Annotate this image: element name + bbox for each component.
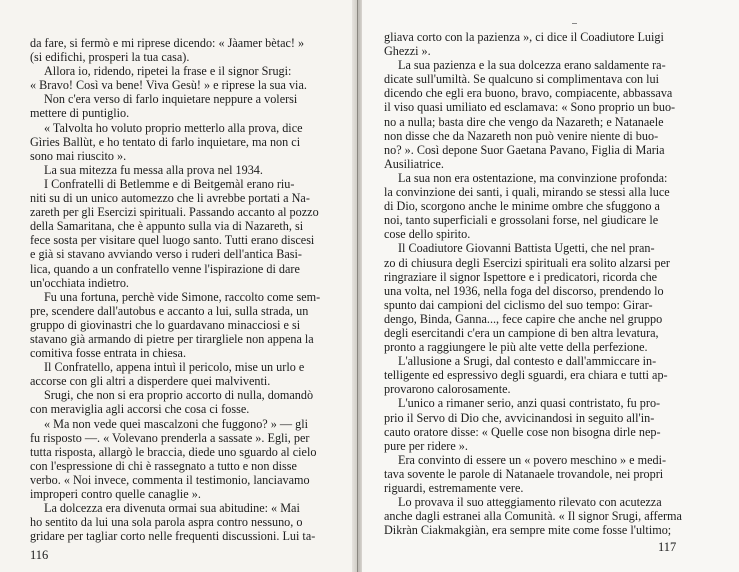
text-line: verbo. « Noi invece, commenta il testimonio, lanciavamo bbox=[30, 472, 310, 487]
text-line: Lo provava il suo atteggiamento rilevato con acutezza bbox=[398, 495, 662, 510]
text-line: I Confratelli di Betlemme e di Beitgemàl erano riu- bbox=[44, 176, 295, 191]
left-page bbox=[0, 0, 356, 572]
text-line: L'allusione a Srugi, dal contesto e dall'ammiccare in- bbox=[398, 354, 657, 369]
print-mark bbox=[572, 23, 577, 24]
text-line: Il Confratello, appena intuì il pericolo, mise un urlo e bbox=[44, 360, 305, 375]
text-line: ho sentito da lui una sola parola aspra contro nessuno, o bbox=[30, 515, 303, 530]
text-line: La sua non era ostentazione, ma convinzione profonda: bbox=[398, 170, 668, 185]
left-page-text bbox=[30, 36, 330, 543]
text-line: no a nulla; basta dire che vengo da Nazareth; e Natanaele bbox=[384, 114, 664, 129]
text-line: lica, quando a un confratello venne l'ispirazione di dare bbox=[30, 261, 300, 276]
text-line: accorse con gli altri a disperdere quei malviventi. bbox=[30, 374, 271, 389]
text-line: Allora io, ridendo, ripetei la frase e il signor Srugi: bbox=[44, 64, 292, 79]
text-line: una volta, nel 1936, nella foga del discorso, prendendo lo bbox=[384, 283, 664, 298]
text-line: riguardi, estremamente vere. bbox=[384, 481, 524, 495]
text-line: tava sovente le parole di Natanaele trovandole, nei propri bbox=[384, 466, 664, 481]
left-page-number: 116 bbox=[30, 548, 49, 562]
text-line: della Samaritana, che è appunto sulla via di Nazareth, si bbox=[30, 219, 304, 234]
text-line: « Bravo! Così va bene! Viva Gesù! » e riprese la sua via. bbox=[30, 78, 307, 93]
text-line: fece sosta per visitare quel luogo santo. Tutti erano discesi bbox=[30, 233, 315, 248]
text-line: Srugi, che non si era proprio accorto di nulla, domandò bbox=[44, 388, 314, 403]
text-line: provarono calorosamente. bbox=[384, 382, 511, 397]
text-line: pre, scendere dall'autobus e accanto a lui, sulla strada, un bbox=[30, 303, 309, 318]
text-line: Fu una fortuna, perchè vide Simone, raccolto come sem- bbox=[44, 289, 321, 304]
right-page-text bbox=[384, 30, 706, 537]
text-line: di Dio, scorgono anche le minime ombre che sfuggono a bbox=[384, 199, 660, 214]
text-line: dicate sull'umiltà. Se qualcuno si complimentava con lui bbox=[384, 72, 659, 87]
text-line: anche dagli estranei alla Comunità. « Il signor Srugi, afferma bbox=[384, 509, 682, 524]
text-line: pure per ridere ». bbox=[384, 438, 468, 453]
text-line: e già si stavano avviando verso i ruderi dell'antica Basi- bbox=[30, 247, 302, 262]
text-line: pronto a raggiungere le più alte vette della perfezione. bbox=[384, 340, 648, 355]
text-line: (si edifichi, prosperi la tua casa). bbox=[30, 50, 190, 65]
text-line: Il Coadiutore Giovanni Battista Ugetti, che nel pran- bbox=[398, 241, 655, 256]
text-line: Dikràn Ciakmakgiàn, era sempre mite come fosse l'ultimo; bbox=[384, 523, 672, 538]
right-page bbox=[362, 0, 739, 572]
text-line: comitiva fosse entrata in chiesa. bbox=[30, 346, 187, 361]
text-line: tutta risposta, allargò le braccia, diede uno sguardo al cielo bbox=[30, 444, 317, 459]
text-line: « Talvolta ho voluto proprio metterlo alla prova, dice bbox=[44, 120, 303, 135]
text-line: zo di chiusura degli Esercizi spirituali era solito alzarsi per bbox=[384, 255, 670, 270]
text-line: la convinzione dei santi, i quali, mirando se stessi alla luce bbox=[384, 185, 670, 200]
text-line: spunto dai campioni del ciclismo del suo tempo: Girar- bbox=[384, 297, 653, 312]
text-line: ringraziare il signor Ispettore e i predicatori, ricorda che bbox=[384, 269, 658, 284]
text-line: La dolcezza era divenuta ormai sua abitudine: « Mai bbox=[44, 501, 300, 516]
text-line: da fare, si fermò e mi riprese dicendo: « Jàamer bètac! » bbox=[30, 36, 305, 50]
text-line: telligente ed espressivo degli sguardi, era chiara e tutti ap- bbox=[384, 368, 668, 383]
text-line: cose dello spirito. bbox=[384, 227, 471, 242]
text-line: gridare per tagliar corto nelle frequenti discussioni. Lui ta- bbox=[30, 529, 316, 544]
text-line: con meraviglia agli accorsi che cosa ci fosse. bbox=[30, 402, 250, 417]
text-line: La sua mitezza fu messa alla prova nel 1934. bbox=[44, 162, 263, 177]
text-line: improperi contro quelle canaglie ». bbox=[30, 487, 201, 501]
text-line: dicendo che egli era buono, bravo, compiacente, abbassava bbox=[384, 86, 673, 101]
text-line: Era convinto di essere un « povero meschino » e medi- bbox=[398, 452, 667, 467]
text-line: Ausiliatrice. bbox=[384, 156, 444, 171]
text-line: non disse che da Nazareth non può venire niente di buo- bbox=[384, 128, 659, 143]
text-line: Gìries Ballùt, e ho tentato di farlo inquietare, ma non ci bbox=[30, 134, 301, 149]
page-fold-line bbox=[357, 0, 358, 572]
text-line: dengo, Binda, Ganna..., fece capire che anche nel gruppo bbox=[384, 311, 663, 326]
text-line: mettere di puntiglio. bbox=[30, 106, 130, 121]
text-line: fu risposto —. « Volevano prenderla a sassate ». Egli, per bbox=[30, 430, 310, 445]
text-line: gruppo di giovinastri che lo guardavano minacciosi e si bbox=[30, 317, 301, 332]
text-line: il viso quasi umiliato ed esclamava: « Sono proprio un buo- bbox=[384, 100, 676, 115]
text-line: prio il Servo di Dio che, avvicinandosi in seguito all'in- bbox=[384, 410, 655, 425]
text-line: niti su di un unico automezzo che li avrebbe portati a Na- bbox=[30, 191, 310, 206]
text-line: La sua pazienza e la sua dolcezza erano saldamente ra- bbox=[398, 58, 666, 73]
text-line: noi, tanto superficiali e grossolani forse, nel giudicare le bbox=[384, 213, 659, 228]
text-line: Ghezzi ». bbox=[384, 44, 431, 59]
text-line: Non c'era verso di farlo inquietare neppure a volersi bbox=[44, 92, 298, 107]
text-line: sono mai riuscito ». bbox=[30, 148, 127, 163]
text-line: cauto oratore disse: « Quelle cose non bisogna dirle nep- bbox=[384, 424, 661, 439]
text-line: no? ». Così depone Suor Gaetana Pavano, Figlia di Maria bbox=[384, 142, 665, 157]
text-line: L'unico a rimaner serio, anzi quasi contristato, fu pro- bbox=[398, 396, 661, 411]
text-line: un'occhiata indietro. bbox=[30, 275, 129, 290]
text-line: « Ma non vede quei mascalzoni che fuggono? » — gli bbox=[44, 416, 308, 431]
text-line: gliava corto con la pazienza », ci dice il Coadiutore Luigi bbox=[384, 30, 664, 44]
text-line: degli esercitandi c'era un campione di ben altra levatura, bbox=[384, 325, 659, 340]
text-line: zareth per gli Esercizi spirituali. Passando accanto al pozzo bbox=[30, 205, 319, 220]
text-line: con l'espressione di chi è rassegnato a tutto e non disse bbox=[30, 458, 297, 473]
right-page-number: 117 bbox=[658, 540, 677, 554]
text-line: stavano già armando di pietre per tirargliele non appena la bbox=[30, 331, 314, 346]
